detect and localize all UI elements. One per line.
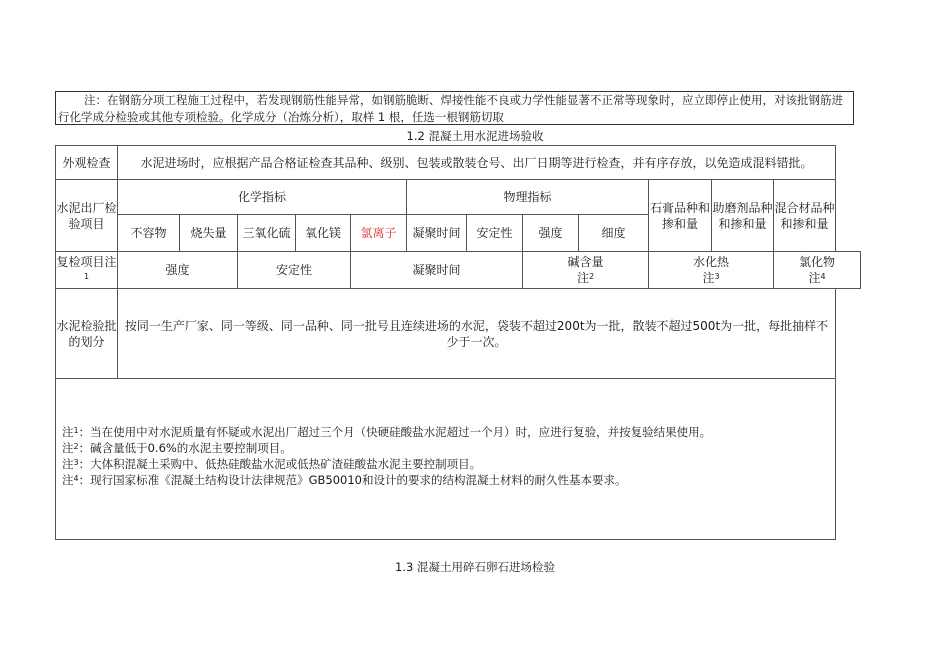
recheck-label: [56, 252, 118, 289]
batch-text: 按同一生产厂家、同一等级、同一品种、同一批号且连续进场的水泥，袋装不超过200t为一批，散装不超过500t为一批，每批抽样不少于一次。: [118, 289, 836, 379]
chem-item: 不容物: [118, 215, 180, 252]
grinding-aid-cell: 助磨剂品种和掺和量: [712, 180, 774, 252]
note-prefix: 注: [62, 457, 74, 471]
notes-cell: [56, 379, 836, 540]
chem-item-chloride-ion: 氯离子: [351, 215, 407, 252]
phys-item: 强度: [523, 215, 579, 252]
factory-items-label: 水泥出厂检验项目: [56, 180, 118, 252]
note-sup: 1: [73, 426, 79, 435]
batch-row: [56, 289, 861, 379]
note-prefix: 注: [62, 441, 74, 455]
recheck-row: [56, 252, 861, 289]
recheck-label-sup: 1: [83, 272, 90, 281]
hydration-note-text: 注: [702, 271, 715, 285]
note-text: ：碱含量低于0.6%的水泥主要控制项目。: [78, 441, 292, 455]
chem-header: 化学指标: [118, 180, 407, 215]
recheck-item-soundness: 安定性: [238, 252, 351, 289]
factory-header-row: [56, 180, 861, 215]
chloride-note-sup: 4: [820, 272, 826, 281]
section-1-3-title: 1.3 混凝土用碎石卵石进场检验: [395, 560, 555, 574]
alkali-label: 碱含量: [567, 255, 604, 269]
note-sup: 4: [73, 474, 79, 483]
note-sup: 2: [73, 442, 79, 451]
phys-item: 安定性: [467, 215, 523, 252]
alkali-note-sup: 2: [588, 272, 595, 281]
hydration-note: [649, 270, 773, 286]
note-prefix: 注: [62, 425, 74, 439]
note-text: ：现行国家标准《混凝土结构设计法律规范》GB50010和设计的要求的结构混凝土材料的耐久性基本要求。: [78, 473, 627, 487]
recheck-item-hydration-heat: [649, 252, 774, 289]
hydration-label: 水化热: [692, 255, 729, 269]
appearance-row: [56, 146, 861, 180]
note-line-3: [62, 456, 835, 472]
chem-item: 氧化镁: [296, 215, 351, 252]
chloride-label: 氯化物: [798, 255, 835, 269]
section-1-2-title: 1.2 混凝土用水泥进场验收: [406, 129, 544, 143]
notes-row: [56, 379, 861, 540]
recheck-item-strength: 强度: [118, 252, 238, 289]
recheck-item-chloride: [774, 252, 861, 289]
top-note-box: [55, 91, 854, 125]
cement-acceptance-table: [55, 145, 861, 540]
alkali-note: [523, 270, 648, 286]
recheck-item-setting-time: 凝聚时间: [351, 252, 523, 289]
chloride-note: [774, 270, 860, 286]
note-text: ：大体积混凝土采购中、低热硅酸盐水泥或低热矿渣硅酸盐水泥主要控制项目。: [78, 457, 482, 471]
appearance-text: 水泥进场时，应根据产品合格证检查其品种、级别、包装或散装仓号、出厂日期等进行检查，并有序存放，以免造成混料错批。: [118, 146, 836, 180]
gypsum-cell: 石膏品种和掺和量: [649, 180, 712, 252]
phys-item: 细度: [579, 215, 649, 252]
note-line-4: [62, 472, 835, 488]
note-line-2: [62, 440, 835, 456]
note-text: ：当在使用中对水泥质量有怀疑或水泥出厂超过三个月（快硬硅酸盐水泥超过一个月）时，应进行复验，并按复验结果使用。: [78, 425, 712, 439]
appearance-label: 外观检查: [56, 146, 118, 180]
alkali-note-text: 注: [576, 271, 589, 285]
top-note-text: 注：在钢筋分项工程施工过程中，若发现钢筋性能异常，如钢筋脆断、焊接性能不良或力学性能显著不正常等现象时，应立即停止使用，对该批钢筋进行化学成分检验或其他专项检验。化学成分（冶炼分析），取样 1 根，任选一根钢筋切取: [58, 93, 843, 124]
phys-header: 物理指标: [407, 180, 649, 215]
note-line-1: [62, 424, 835, 440]
hydration-note-sup: 3: [714, 272, 720, 281]
note-sup: 3: [73, 458, 79, 467]
batch-label: 水泥检验批的划分: [56, 289, 118, 379]
phys-item: 凝聚时间: [407, 215, 467, 252]
recheck-item-alkali: [523, 252, 649, 289]
recheck-label-text: 复检项目注: [56, 255, 117, 269]
chem-item: 烧失量: [180, 215, 238, 252]
mixture-cell: 混合材品种和掺和量: [774, 180, 836, 252]
chem-item: 三氧化硫: [238, 215, 296, 252]
chloride-note-text: 注: [808, 271, 821, 285]
note-prefix: 注: [62, 473, 74, 487]
